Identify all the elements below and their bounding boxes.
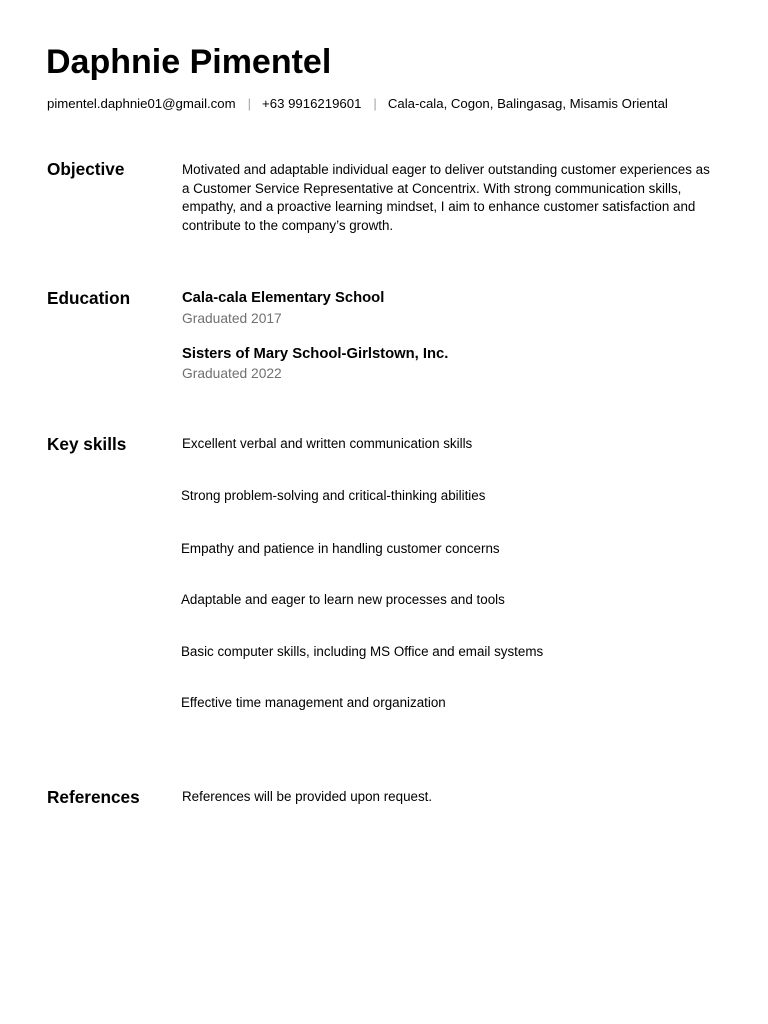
skill-item: Effective time management and organization (181, 695, 446, 710)
candidate-name: Daphnie Pimentel (46, 43, 332, 81)
education-school: Sisters of Mary School-Girlstown, Inc. (182, 346, 449, 362)
education-graduated: Graduated 2022 (182, 366, 282, 381)
education-graduated: Graduated 2017 (182, 311, 282, 326)
skill-item: Empathy and patience in handling customer concerns (181, 541, 500, 556)
education-school: Cala-cala Elementary School (182, 290, 385, 306)
skill-item: Adaptable and eager to learn new processes and tools (181, 592, 505, 607)
contact-separator: | (373, 96, 377, 111)
contact-line (47, 95, 668, 113)
references-heading: References (47, 787, 140, 807)
education-heading: Education (47, 288, 131, 308)
skills-heading: Key skills (47, 434, 127, 454)
contact-email: pimentel.daphnie01@gmail.com (47, 96, 236, 111)
objective-text: Motivated and adaptable individual eager to deliver outstanding customer experiences as a Customer Service Representative at Concentrix. With strong communication skills, empathy, and a proactive learning mindset, I aim to enhance customer satisfaction and contribute to the company’s growth. (182, 162, 710, 234)
references-text: References will be provided upon request. (182, 789, 433, 804)
skill-item: Strong problem-solving and critical-thinking abilities (181, 488, 486, 503)
skill-item: Basic computer skills, including MS Office and email systems (181, 644, 544, 659)
objective-heading: Objective (47, 159, 125, 179)
contact-phone: +63 9916219601 (262, 96, 362, 111)
contact-separator: | (247, 96, 252, 111)
contact-address: Cala-cala, Cogon, Balingasag, Misamis Oriental (387, 96, 668, 111)
skill-item: Excellent verbal and written communication skills (182, 436, 473, 451)
